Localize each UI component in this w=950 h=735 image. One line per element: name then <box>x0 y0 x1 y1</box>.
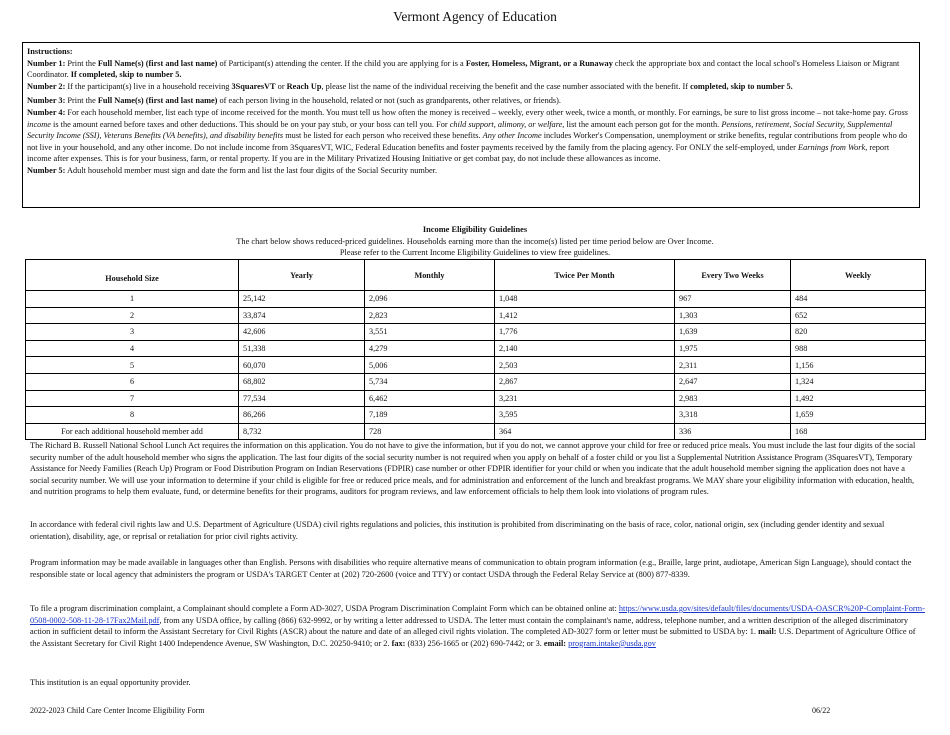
privacy-paragraph: The Richard B. Russell National School Lunch Act requires the information on this application. You do not have to give the information, but if you do not, we cannot approve your child for free or reduced price meals. You must include the last four digits of the social security number of the adult household member who signs the application. The last four digits of the social security number is not required when you apply on behalf of a foster child or you list a Supplemental Nutrition Assistance Program (3SquaresVT), Temporary Assistance for Needy Families (Reach Up) Program or Food Distribution Program on Indian Reservations (FDPIR) case number or other FDPIR identifier for your child or when you indicate that the adult household member signing the application does not have a social security number. We will use your information to determine if your child is eligible for free or reduced price meals, and for administration and enforcement of the lunch and breakfast programs. We MAY share your eligibility information with education, health, and nutrition programs to help them evaluate, fund, or determine benefits for their programs, auditors for program reviews, and law enforcement officials to help them look into violations of program rules. <box>30 441 916 497</box>
table-cell: 2 <box>26 307 239 324</box>
table-cell: 77,534 <box>239 390 365 407</box>
table-cell: 33,874 <box>239 307 365 324</box>
instruction-text: of Participant(s) attending the center. If the child you are applying for is a <box>217 58 466 68</box>
table-cell: 2,823 <box>365 307 495 324</box>
instruction-text: Full Name(s) (first and last name) <box>97 58 218 68</box>
page-title: Vermont Agency of Education <box>393 9 557 24</box>
table-cell: 2,311 <box>675 357 791 374</box>
table-cell: 1,156 <box>791 357 926 374</box>
table-cell: 1,639 <box>675 324 791 341</box>
instruction-text: Gross income <box>27 107 909 129</box>
table-cell: 820 <box>791 324 926 341</box>
table-row <box>26 390 926 407</box>
instruction-text: Earnings from Work <box>798 142 866 152</box>
table-cell: 4 <box>26 340 239 357</box>
instruction-text: Number 2: <box>27 81 66 91</box>
instruction-text: If the participant(s) live in a household receiving <box>65 81 232 91</box>
guidelines-header <box>0 224 950 259</box>
table-cell: 6 <box>26 373 239 390</box>
table-cell: 3,318 <box>675 407 791 424</box>
table-cell: 168 <box>791 423 926 440</box>
column-header: Household Size <box>26 260 239 291</box>
instruction-text: check the appropriate box and contact the local school's Homeless Liaison or Migrant Coordinator. <box>27 58 900 80</box>
instruction-text: Print the <box>65 58 98 68</box>
instruction-text: 3SquaresVT <box>231 81 276 91</box>
table-cell: 1,324 <box>791 373 926 390</box>
table-cell: 60,070 <box>239 357 365 374</box>
table-cell: For each additional household member add <box>26 423 239 440</box>
table-cell: 7,189 <box>365 407 495 424</box>
table-cell: 5 <box>26 357 239 374</box>
language-paragraph: Program information may be made available in languages other than English. Persons with disabilities who require alternative means of communication to obtain program information (e.g., Braille, large print, audiotape, American Sign Language), should contact the responsible state or local agency that administers the program or USDA's TARGET Center at (202) 720-2600 (voice and TTY) or contact USDA through the Federal Relay Service at (800) 877-8339. <box>30 558 912 579</box>
instruction-text: , please list the name of the individual receiving the benefit and the case number associated with the benefit. If <box>321 81 691 91</box>
table-cell: 7 <box>26 390 239 407</box>
table-row <box>26 407 926 424</box>
table-cell: 1,975 <box>675 340 791 357</box>
table-row <box>26 423 926 440</box>
income-guidelines-table <box>25 259 926 440</box>
table-cell: 6,462 <box>365 390 495 407</box>
instruction-item <box>27 58 915 81</box>
table-cell: 652 <box>791 307 926 324</box>
email-link[interactable]: program.intake@usda.gov <box>568 638 656 648</box>
instruction-text: Full Name(s) (first and last name) <box>97 96 218 106</box>
instruction-item <box>27 107 915 165</box>
instruction-text: completed, skip to number 5. <box>690 81 793 91</box>
column-header: Twice Per Month <box>495 260 675 291</box>
table-cell: 51,338 <box>239 340 365 357</box>
table-cell: 4,279 <box>365 340 495 357</box>
instruction-text: Reach Up <box>286 81 322 91</box>
guidelines-title: Income Eligibility Guidelines <box>422 225 528 234</box>
table-row <box>26 291 926 308</box>
table-cell: 5,734 <box>365 373 495 390</box>
table-row <box>26 373 926 390</box>
complaint-form-link[interactable]: https://www.usda.gov/sites/default/files/documents/USDA-OASCR%20P-Complaint-Form-0508-0002-508-11-28-17Fax2Mail.pdf <box>30 604 925 625</box>
table-cell: 364 <box>495 423 675 440</box>
footer-form-name: 2022-2023 Child Care Center Income Eligibility Form <box>30 706 205 715</box>
instruction-text: If completed, skip to number 5. <box>70 70 182 80</box>
column-header: Monthly <box>365 260 495 291</box>
instruction-text: Adult household member must sign and date the form and list the last four digits of the Social Security number. <box>65 165 438 175</box>
table-cell: 1 <box>26 291 239 308</box>
table-cell: 2,867 <box>495 373 675 390</box>
instructions-list <box>27 58 915 177</box>
table-cell: 728 <box>365 423 495 440</box>
table-row <box>26 340 926 357</box>
table-cell: 8,732 <box>239 423 365 440</box>
instructions-heading: Instructions: <box>27 47 73 56</box>
table-cell: 1,492 <box>791 390 926 407</box>
instruction-item <box>27 81 915 93</box>
table-cell: 2,503 <box>495 357 675 374</box>
instruction-text: of each person living in the household, related or not (such as grandparents, other relatives, or friends). <box>217 96 561 106</box>
table-cell: 3,231 <box>495 390 675 407</box>
table-row <box>26 324 926 341</box>
equal-opportunity-statement: This institution is an equal opportunity provider. <box>30 678 191 687</box>
table-cell: 5,006 <box>365 357 495 374</box>
instruction-text: , report income after expenses. This is for your business, farm, or rental property. If you are in the Military Privatized Housing Initiative or get combat pay, do not include these allowances as income. <box>27 142 890 164</box>
column-header: Every Two Weeks <box>675 260 791 291</box>
table-cell: 1,776 <box>495 324 675 341</box>
instruction-item <box>27 165 915 177</box>
instruction-text: Number 5: <box>27 165 66 175</box>
instruction-text: or <box>275 81 287 91</box>
table-cell: 2,983 <box>675 390 791 407</box>
instruction-item <box>27 95 915 107</box>
instruction-text: Foster, Homeless, Migrant, or a Runaway <box>465 58 613 68</box>
footer-date: 06/22 <box>812 706 831 715</box>
table-cell: 484 <box>791 291 926 308</box>
table-cell: 2,647 <box>675 373 791 390</box>
instructions-box <box>22 42 920 208</box>
table-cell: 1,048 <box>495 291 675 308</box>
instruction-text: Number 4: <box>27 107 66 117</box>
table-cell: 42,606 <box>239 324 365 341</box>
table-cell: 1,659 <box>791 407 926 424</box>
table-cell: 8 <box>26 407 239 424</box>
instruction-text: Number 1: <box>27 58 66 68</box>
table-row <box>26 357 926 374</box>
table-cell: 3,595 <box>495 407 675 424</box>
civil-rights-paragraph: In accordance with federal civil rights law and U.S. Department of Agriculture (USDA) civil rights regulations and policies, this institution is prohibited from discriminating on the basis of race, color, national origin, sex (including gender identity and sexual orientation), disability, age, or reprisal or retaliation for prior civil rights activity. <box>30 520 885 541</box>
instruction-text: Any other Income <box>482 131 542 141</box>
table-cell: 68,802 <box>239 373 365 390</box>
table-cell: 86,266 <box>239 407 365 424</box>
table-cell: 2,096 <box>365 291 495 308</box>
table-cell: 988 <box>791 340 926 357</box>
table-cell: 967 <box>675 291 791 308</box>
table-cell: 25,142 <box>239 291 365 308</box>
instruction-text: list the amount each person got for the month. <box>564 119 722 129</box>
table-cell: 336 <box>675 423 791 440</box>
table-cell: 1,412 <box>495 307 675 324</box>
instruction-text: child support, alimony, or welfare, <box>449 119 565 129</box>
instruction-text: is the amount earned before taxes and other deductions. This should be on your pay stub, or your boss can tell you. For <box>50 119 450 129</box>
instruction-text: must be listed for each person who received these benefits. <box>283 131 483 141</box>
guidelines-line2: Please refer to the Current Income Eligibility Guidelines to view free guidelines. <box>339 248 611 257</box>
table-cell: 2,140 <box>495 340 675 357</box>
complaint-paragraph: To file a program discrimination complaint, a Complainant should complete a Form AD-3027, USDA Program Discrimination Complaint Form which can be obtained online at: https://www.usda.gov/sites/default/files/documents/USDA-OASCR%20P-Complaint-Form-0508-0002-508-11-28-17Fax2Mail.pdf, from any USDA office, by calling (866) 632-9992, or by writing a letter addressed to USDA. The letter must contain the complainant's name, address, telephone number, and a written description of the alleged discriminatory action in sufficient detail to inform the Assistant Secretary for Civil Rights (ASCR) about the nature and date of an alleged civil rights violation. The completed AD-3027 form or letter must be submitted to USDA by: 1. mail: U.S. Department of Agriculture Office of the Assistant Secretary for Civil Right 1400 Independence Avenue, SW Washington, D.C. 20250-9410; or 2. fax: (833) 256-1665 or (202) 690-7442; or 3. email: program.intake@usda.gov <box>30 604 925 648</box>
instruction-text: Number 3: <box>27 96 66 106</box>
guidelines-line1: The chart below shows reduced-priced guidelines. Households earning more than the income(s) listed per time period below are Over Income. <box>236 236 714 246</box>
table-cell: 3 <box>26 324 239 341</box>
instruction-text: For each household member, list each type of income received for the month. You must tell us how often the money is received – weekly, every other week, twice a month, or monthly. For earnings, be sure to list gross income – not take-home pay. <box>65 107 889 117</box>
instruction-text: Pensions, retirement, Social Security, Supplemental Security Income (SSI), Veterans Benefits (VA benefits), and disability benefits <box>27 119 893 141</box>
table-cell: 1,303 <box>675 307 791 324</box>
instruction-text: Print the <box>65 96 98 106</box>
instruction-text: includes Worker's Compensation, unemployment or strike benefits, regular contributions from people who do not live in your household, and any other income. Do not include income from 3SquaresVT, WIC, Federal Education benefits and foster payments received by the family from the placing agency. For ONLY the self-employed, under <box>27 131 908 152</box>
column-header: Yearly <box>239 260 365 291</box>
column-header: Weekly <box>791 260 926 291</box>
table-cell: 3,551 <box>365 324 495 341</box>
table-row <box>26 307 926 324</box>
table-header-row <box>26 260 926 291</box>
